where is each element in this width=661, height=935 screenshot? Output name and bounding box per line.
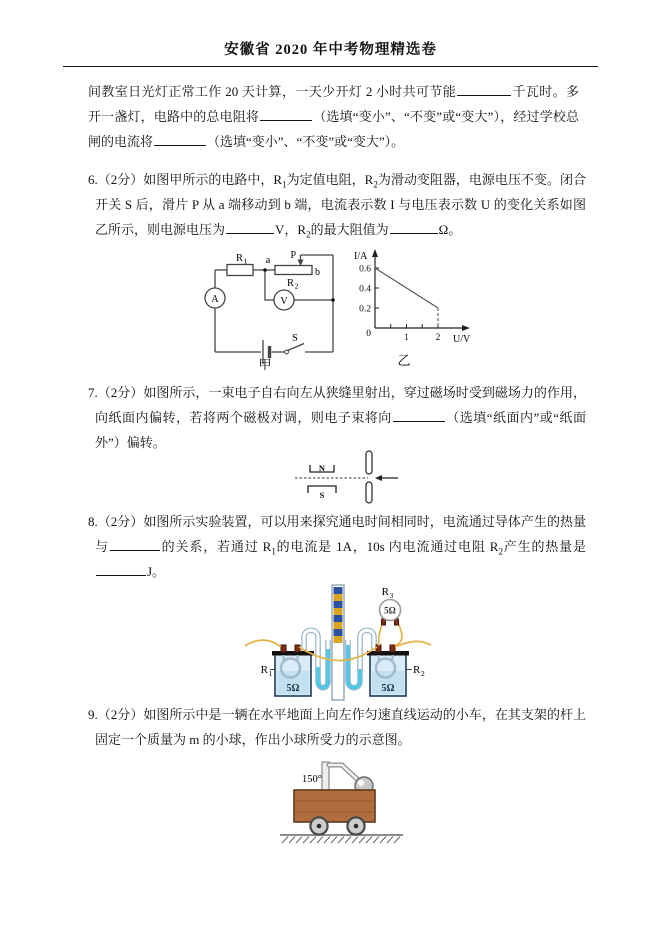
y-tick-label: 0.2 xyxy=(359,304,371,315)
label-r2: R xyxy=(413,664,421,676)
figure-caption-yi: 乙 xyxy=(397,353,411,368)
question-5-continuation: 间教室日光灯正常工作 20 天计算，一天少开灯 2 小时共可节能 千瓦时。多开一盏灯，电路中的总电阻将 （选填“变小”、“不变”或“变大”），经过学校总闸的电流将 （选填“变小”、“不变”或“变大”）。 xyxy=(88,84,579,149)
label-r1: R xyxy=(236,253,244,264)
joule-heating-apparatus-figure xyxy=(243,583,433,703)
label-r3-sub: 3 xyxy=(389,591,394,600)
right-container-rim xyxy=(367,651,409,656)
page-title: 安徽省 2020 年中考物理精选卷 xyxy=(224,42,437,58)
left-terminal xyxy=(281,645,286,652)
label-r1-sub: 1 xyxy=(268,669,273,678)
angle-label: 150° xyxy=(302,774,322,785)
external-resistor-r3 xyxy=(380,600,401,626)
label-node-a: a xyxy=(265,255,271,266)
south-pole-label: S xyxy=(319,490,325,500)
label-slider-p: P xyxy=(290,250,296,261)
answer-blank xyxy=(110,537,160,551)
question-9-text: 9.（2分）如图所示中是一辆在水平地面上向左作匀速直线运动的小车，在其支架的杆上固定一个质量为 m 的小球，作出小球所受力的示意图。 xyxy=(88,707,586,747)
label-switch-s: S xyxy=(292,333,298,344)
answer-blank xyxy=(226,220,274,234)
slit-bar-bottom xyxy=(366,482,372,503)
electron-arrow-icon xyxy=(375,475,382,481)
junction-dot xyxy=(331,298,335,302)
ground-hatching xyxy=(282,837,400,844)
left-terminal xyxy=(295,645,300,652)
answer-blank xyxy=(154,132,206,146)
answer-blank xyxy=(96,562,146,576)
r3-resistance-value: 5Ω xyxy=(384,605,396,616)
iu-data-line xyxy=(375,268,438,308)
y-axis-arrow xyxy=(372,249,378,257)
y-tick-label: 0.6 xyxy=(359,264,371,275)
x-tick-label: 2 xyxy=(435,333,441,343)
label-r2-sub: 2 xyxy=(294,281,299,291)
ball-highlight xyxy=(358,780,364,786)
x-axis-label: U/V xyxy=(453,334,471,345)
junction-dot xyxy=(263,268,267,272)
label-r1-sub: 1 xyxy=(243,256,248,266)
cart-ball-figure xyxy=(278,753,413,865)
x-axis-arrow xyxy=(462,325,470,331)
slit-bar-top xyxy=(366,451,372,474)
switch-pivot xyxy=(285,350,289,354)
label-r3: R xyxy=(381,586,389,598)
figure-caption-jia: 甲 xyxy=(258,357,272,372)
right-terminal xyxy=(390,645,395,652)
right-container xyxy=(367,645,409,696)
origin-label: 0 xyxy=(366,329,371,339)
x-tick-label: 1 xyxy=(404,333,409,343)
circuit-diagram-figure xyxy=(165,250,365,372)
magnet-slit-figure xyxy=(292,448,407,506)
north-pole-label: N xyxy=(318,463,326,473)
answer-blank xyxy=(457,82,511,96)
answer-blank xyxy=(260,107,312,121)
question-8-text: 8.（2分）如图所示实验装置，可以用来探究通电时间相同时，电流通过导体产生的热量与 的关系，若通过 $R_1$的电流是 1A，10s 内电流通过电阻 $R_2$产生的热量是J。 xyxy=(88,514,586,579)
wheel-hub xyxy=(354,824,359,829)
y-axis-label: I/A xyxy=(354,251,368,262)
right-resistance-value: 5Ω xyxy=(381,683,395,694)
y-tick-label: 0.4 xyxy=(359,284,371,295)
label-r2-sub: 2 xyxy=(421,669,425,678)
answer-blank xyxy=(390,220,438,234)
switch-lever xyxy=(287,344,305,352)
left-resistance-value: 5Ω xyxy=(286,683,300,694)
header-divider xyxy=(63,66,598,67)
voltmeter-letter: V xyxy=(280,296,288,307)
label-node-b: b xyxy=(315,267,320,278)
answer-blank xyxy=(393,408,445,422)
label-r1: R xyxy=(260,664,268,676)
cart-body xyxy=(294,790,375,822)
ammeter-letter: A xyxy=(211,294,219,305)
scale-pole-stripes xyxy=(334,587,343,643)
wheel-hub xyxy=(317,824,322,829)
iu-graph-figure xyxy=(352,246,530,371)
label-r2: R xyxy=(287,278,295,289)
question-7-text: 7.（2分）如图所示，一束电子自右向左从狭缝里射出，穿过磁场时受到磁场力的作用，向纸面内偏转，若将两个磁极对调，则电子束将向 （选填“纸面内”或“纸面外”）偏转。 xyxy=(88,385,586,450)
rheostat-symbol xyxy=(275,266,312,275)
resistor-r1-symbol xyxy=(227,265,253,276)
question-6-text: 6.（2分）如图甲所示的电路中，$R_1$为定值电阻，$R_2$为滑动变阻器，电源电压不变。闭合开关 S 后，滑片 P 从 a 端移动到 b 端，电流表示数 I 与电压表示数 U 的变化关系如图乙所示，则电源电压为 V，$R_2$的最大阻值为 Ω。 xyxy=(88,172,586,240)
